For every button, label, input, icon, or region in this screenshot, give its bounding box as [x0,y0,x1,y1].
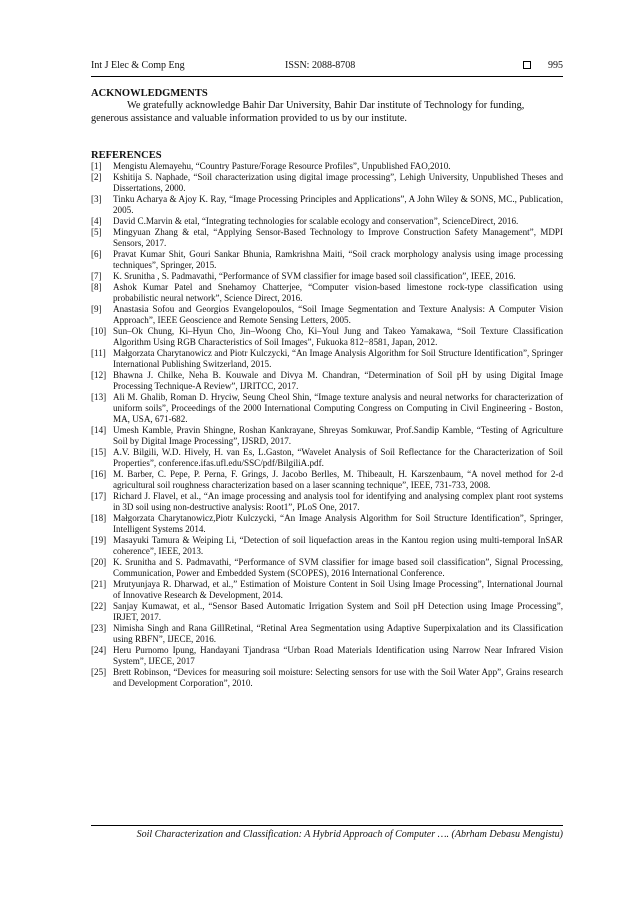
reference-text: Małgorzata Charytanowicz,Piotr Kulczycki, “An Image Analysis Algorithm for Soil Structure Identification”, Springer, Intelligent Systems 2014. [113,513,563,534]
reference-text: Sun–Ok Chung, Ki–Hyun Cho, Jin–Woong Cho, Ki–Youl Jung and Takeo Yamakawa, “Soil Texture Classification Algorithm Using RGB Characteristics of Soil Images”, Fukuoka 812−8581, Japan, 2012. [113,326,563,347]
reference-text: Masayuki Tamura & Weiping Li, “Detection of soil liquefaction areas in the Kantou region using multi-temporal InSAR coherence”, IEEE, 2013. [113,535,563,556]
reference-text: Mengistu Alemayehu, “Country Pasture/Forage Resource Profiles”, Unpublished FAO,2010. [113,161,451,171]
reference-number: [11] [91,348,106,358]
reference-text: M. Barber, C. Pepe, P. Perna, F. Grings, J. Jacobo Berlles, M. Thibeault, H. Karszenbaum, “A novel method for 2-d agricultural soil roughness characterization based on a laser scanning technique”, IEEE, 731-733, 2008. [113,469,563,490]
reference-number: [18] [91,513,107,523]
reference-text: Kshitija S. Naphade, “Soil characterization using digital image processing”, Lehigh University, Unpublished Theses and Dissertations, 2000. [113,172,563,193]
reference-item [91,194,563,216]
reference-text: Anastasia Sofou and Georgios Evangelopoulos, “Soil Image Segmentation and Texture Analysis: A Computer Vision Approach”, IEEE Geoscience and Remote Sensing Letters, 2005. [113,304,563,325]
reference-text: Pravat Kumar Shit, Gouri Sankar Bhunia, Ramkrishna Maiti, “Soil crack morphology analysis using image processing techniques”, Springer, 2015. [113,249,563,270]
reference-number: [3] [91,194,102,204]
reference-number: [16] [91,469,107,479]
reference-text: Bhawna J. Chilke, Neha B. Kouwale and Divya M. Chandran, “Determination of Soil pH by using Digital Image Processing Technique-A Review”, IJRITCC, 2017. [113,370,563,391]
reference-item [91,557,563,579]
acknowledgments-heading: ACKNOWLEDGMENTS [91,88,208,99]
reference-item [91,161,563,172]
reference-number: [21] [91,579,107,589]
reference-item [91,282,563,304]
reference-text: A.V. Bilgili, W.D. Hively, H. van Es, L.Gaston, “Wavelet Analysis of Soil Reflectance for the Characterization of Soil Properties”, conference.ifas.ufl.edu/SSC/pdf/BilgiliA.pdf. [113,447,563,468]
references-heading: REFERENCES [91,150,162,161]
reference-item [91,425,563,447]
reference-number: [4] [91,216,102,226]
reference-item [91,249,563,271]
reference-number: [13] [91,392,107,402]
reference-number: [19] [91,535,107,545]
reference-item [91,469,563,491]
reference-item [91,348,563,370]
reference-number: [6] [91,249,102,259]
reference-text: Mrutyunjaya R. Dharwad, et al.,” Estimation of Moisture Content in Soil Using Image Processing”, International Journal of Innovative Research & Development, 2014. [113,579,563,600]
reference-number: [12] [91,370,107,380]
reference-number: [8] [91,282,102,292]
reference-text: Brett Robinson, “Devices for measuring soil moisture: Selecting sensors for use with the Soil Water App”, Grains research and Development Corporation”, 2010. [113,667,563,688]
reference-text: Nimisha Singh and Rana GillRetinal, “Retinal Area Segmentation using Adaptive Superpixalation and its Classification using RBFN”, IJECE, 2016. [113,623,563,644]
reference-number: [22] [91,601,107,611]
issn: ISSN: 2088-8708 [285,60,356,71]
reference-number: [2] [91,172,102,182]
reference-text: Małgorzata Charytanowicz and Piotr Kulczycki, “An Image Analysis Algorithm for Soil Structure Identification”, Springer International Publishing Switzerland, 2015. [113,348,563,369]
checkbox-square-icon [523,61,531,69]
reference-number: [14] [91,425,107,435]
reference-item [91,601,563,623]
reference-number: [25] [91,667,107,677]
reference-item [91,216,563,227]
reference-number: [1] [91,161,102,171]
reference-item [91,667,563,689]
page-footer: Soil Characterization and Classification: A Hybrid Approach of Computer …. (Abrham Debasu Mengistu) [91,825,563,841]
reference-number: [23] [91,623,107,633]
reference-item [91,579,563,601]
reference-number: [9] [91,304,102,314]
reference-item [91,447,563,469]
reference-text: Ashok Kumar Patel and Snehamoy Chatterjee, “Computer vision-based limestone rock-type classification using probabilistic neural network”, Science Direct, 2016. [113,282,563,303]
reference-text: David C.Marvin & etal, “Integrating technologies for scalable ecology and conservation”, ScienceDirect, 2016. [113,216,519,226]
reference-number: [7] [91,271,102,281]
reference-number: [20] [91,557,107,567]
reference-number: [5] [91,227,102,237]
reference-item [91,370,563,392]
reference-item [91,513,563,535]
reference-number: [10] [91,326,107,336]
journal-name: Int J Elec & Comp Eng [91,60,185,71]
reference-text: Sanjay Kumawat, et al., “Sensor Based Automatic Irrigation System and Soil pH Detection using Image Processing”, IRJET, 2017. [113,601,563,622]
reference-number: [15] [91,447,107,457]
page-number: 995 [548,60,563,71]
reference-text: Ali M. Ghalib, Roman D. Hryciw, Seung Cheol Shin, “Image texture analysis and neural networks for characterization of uniform soils”, Proceedings of the 2000 International Computing Congress on Computing in Civil Engineering - Boston, MA, USA, 671-682. [113,392,563,424]
reference-number: [17] [91,491,107,501]
reference-item [91,227,563,249]
reference-text: K. Srunitha , S. Padmavathi, “Performance of SVM classifier for image based soil classification”, IEEE, 2016. [113,271,516,281]
reference-text: K. Srunitha and S. Padmavathi, “Performance of SVM classifier for image based soil classification”, Signal Processing, Communication, Power and Embedded System (SCOPES), 2016 International Conference. [113,557,563,578]
reference-item [91,491,563,513]
references-list [91,161,563,689]
reference-item [91,645,563,667]
reference-item [91,623,563,645]
acknowledgments-text: We gratefully acknowledge Bahir Dar University, Bahir Dar institute of Technology for funding, generous assistance and valuable information provided to us by our institute. [91,100,525,124]
reference-item [91,392,563,425]
reference-text: Heru Purnomo Ipung, Handayani Tjandrasa “Urban Road Materials Identification using Narrow Near Infrared Vision System”, IJECE, 2017 [113,645,563,666]
reference-text: Richard J. Flavel, et al., “An image processing and analysis tool for identifying and analysing complex plant root systems in 3D soil using non-destructive analysis: Root1”, PLoS One, 2017. [113,491,563,512]
reference-item [91,535,563,557]
reference-number: [24] [91,645,107,655]
page-header [91,60,563,77]
reference-item [91,304,563,326]
reference-text: Tinku Acharya & Ajoy K. Ray, “Image Processing Principles and Applications”, A John Wiley & SONS, MC., Publication, 2005. [113,194,563,215]
reference-text: Umesh Kamble, Pravin Shingne, Roshan Kankrayane, Shreyas Somkuwar, Prof.Sandip Kamble, “Testing of Agriculture Soil by Digital Image Processing”, IJSRD, 2017. [113,425,563,446]
reference-item [91,326,563,348]
reference-item [91,271,563,282]
reference-text: Mingyuan Zhang & etal, “Applying Sensor-Based Technology to Improve Construction Safety Management”, MDPI Sensors, 2017. [113,227,563,248]
reference-item [91,172,563,194]
